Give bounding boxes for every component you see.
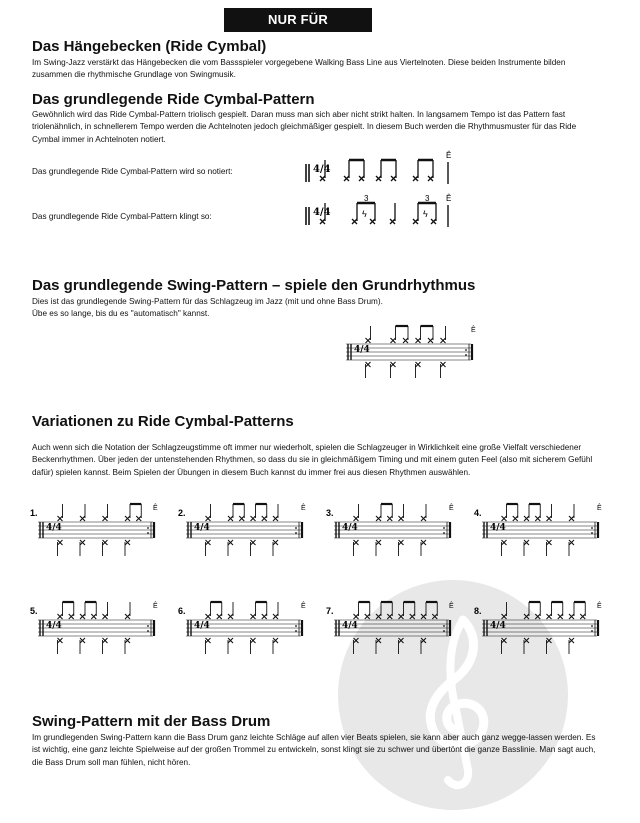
variation-8	[472, 598, 607, 660]
svg-text:Ê: Ê	[446, 194, 452, 203]
variation-number: 5.	[30, 606, 38, 616]
svg-text:Ê: Ê	[597, 505, 602, 512]
svg-text:4/4: 4/4	[46, 621, 62, 631]
section-title-ride-cymbal: Das Hängebecken (Ride Cymbal)	[32, 38, 267, 55]
notation-swing-pattern	[336, 322, 481, 382]
svg-text:4/4: 4/4	[342, 523, 358, 533]
section-title-swing-pattern: Das grundlegende Swing-Pattern – spiele den Grundrhythmus	[32, 277, 476, 294]
label-notated: Das grundlegende Ride Cymbal-Pattern wird so notiert:	[32, 167, 233, 176]
page-banner: NUR FÜR SCHLAGZEUG	[224, 8, 372, 32]
svg-text:4/4: 4/4	[46, 523, 62, 533]
label-sounds: Das grundlegende Ride Cymbal-Pattern klingt so:	[32, 212, 212, 221]
svg-text:4/4: 4/4	[490, 523, 506, 533]
section-text-swing-pattern-1: Dies ist das grundlegende Swing-Pattern für das Schlagzeug im Jazz (mit und ohne Bass Drum).	[32, 297, 383, 306]
svg-text:Ê: Ê	[301, 505, 306, 512]
section-title-basic-pattern: Das grundlegende Ride Cymbal-Pattern	[32, 91, 315, 108]
variation-7	[324, 598, 459, 660]
section-text-variations: Auch wenn sich die Notation der Schlagzeugstimme oft immer nur wiederholt, spielen die Schlagzeuger in Wirklichkeit eine große Vielfalt verschiedener Beckenrhythmen. Über jeden der untenstehenden Rhythmen, so dass du sie in gleichmäßigem Timing und mit einem guten Feel (also mit sicherem Gefühl dafür) spielen kannst. Beim Spielen der Übungen in diesem Buch kannst du immer frei aus diesen Rhythmen auswählen.	[32, 443, 593, 477]
svg-text:4/4: 4/4	[194, 621, 210, 631]
variation-4	[472, 500, 607, 562]
svg-text:4/4: 4/4	[342, 621, 358, 631]
svg-text:4/4: 4/4	[194, 523, 210, 533]
variation-number: 4.	[474, 508, 482, 518]
variation-number: 2.	[178, 508, 186, 518]
variation-number: 7.	[326, 606, 334, 616]
section-text-bass-drum: Im grundlegenden Swing-Pattern kann die Bass Drum ganz leichte Schläge auf allen vier Beats spielen, sie kann aber auch ganz wegge-lassen werden. Es ist wichtig, eine ganz leichte Spielweise auf der großen Trommel zu entwickeln, sonst klingt sie zu schwer und übertönt die ganze Basslinie. Man sagt auch, die Bass Drum soll man fühlen, nicht hören.	[32, 733, 596, 767]
section-title-variations: Variationen zu Ride Cymbal-Patterns	[32, 413, 294, 430]
cymbal-symbol: Ê	[446, 151, 452, 160]
svg-text:3: 3	[425, 194, 430, 203]
svg-text:4/4: 4/4	[313, 207, 331, 218]
variation-number: 8.	[474, 606, 482, 616]
notation-notated	[300, 150, 460, 195]
section-text-ride-cymbal: Im Swing-Jazz verstärkt das Hängebecken die vom Bassspieler vorgegebene Walking Bass Line aus Viertelnoten. Diese beiden Instrumente bilden zusammen die rhythmische Grundlage von Swingmusik.	[32, 58, 566, 80]
variation-5	[28, 598, 163, 660]
svg-text:3: 3	[364, 194, 369, 203]
variation-1	[28, 500, 163, 562]
svg-text:Ê: Ê	[471, 327, 476, 334]
svg-text:Ê: Ê	[449, 505, 454, 512]
svg-text:ϟ: ϟ	[362, 209, 367, 219]
variation-2	[176, 500, 311, 562]
time-sig: 4/4	[313, 164, 331, 175]
svg-text:Ê: Ê	[449, 603, 454, 610]
svg-text:4/4: 4/4	[354, 345, 370, 355]
variation-6	[176, 598, 311, 660]
variation-number: 6.	[178, 606, 186, 616]
svg-text:4/4: 4/4	[490, 621, 506, 631]
svg-text:Ê: Ê	[301, 603, 306, 610]
svg-text:ϟ: ϟ	[423, 209, 428, 219]
notation-sounds	[300, 193, 460, 238]
variation-3	[324, 500, 459, 562]
svg-text:Ê: Ê	[153, 505, 158, 512]
variation-number: 3.	[326, 508, 334, 518]
svg-text:Ê: Ê	[153, 603, 158, 610]
svg-text:Ê: Ê	[597, 603, 602, 610]
section-text-basic-pattern: Gewöhnlich wird das Ride Cymbal-Pattern triolisch gespielt. Daran muss man sich aber nicht strikt halten. In langsamem Tempo ist das Pattern fast triolenähnlich, in schnellerem Tempo werden die Achtelnoten jedoch gleichmäßiger gespielt. In diesem Buch werden die Rhythmusmuster für das Ride Cymbal immer in Achtelnoten notiert.	[32, 110, 577, 144]
section-title-bass-drum: Swing-Pattern mit der Bass Drum	[32, 713, 271, 730]
variation-number: 1.	[30, 508, 38, 518]
section-text-swing-pattern-2: Übe es so lange, bis du es "automatisch" kannst.	[32, 309, 210, 318]
